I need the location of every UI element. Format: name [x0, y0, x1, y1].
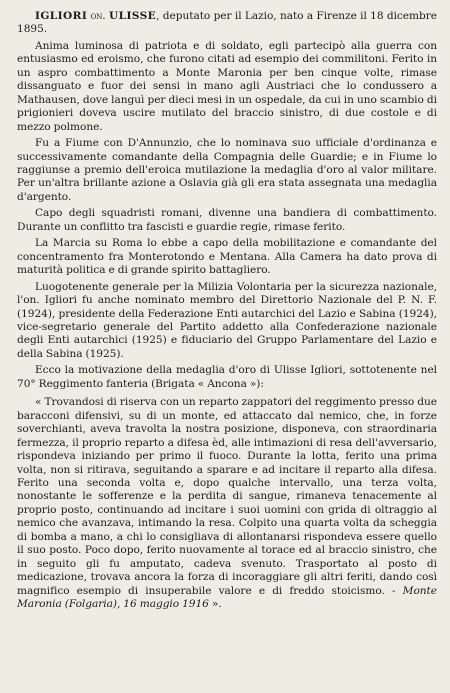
paragraph-march-on-rome: La Marcia su Roma lo ebbe a capo della mobilitazione e comandante del concentramento fra Monterotondo e Mentana. Alla Camera ha dato prova di maturità politica e di grande spirito battagliero. [17, 237, 437, 277]
citation-text: « Trovandosi di riserva con un reparto zappatori del reggimento presso due baracconi difensivi, su di un monte, ed attaccato dal nemico, che, in forze soverchianti, aveva travolta la nostra posizione, disponeva, con straordinaria fermezza, il proprio reparto a difesa èd, alle intimazioni di resa dell'avversario, rispondeva iniziando per primo il fuoco. Durante la lotta, ferito una prima volta, non si ritirava, seguitando a sparare e ad incitare il reparto alla difesa. Ferito una seconda volta e, dopo qualche intervallo, una terza volta, nonostante le sofferenze e la perdita di sangue, rimaneva tenacemente al proprio posto, continuando ad incitare i suoi uomini con grida di oltraggio al nemico che avanzava, intimando la resa. Colpito una quarta volta da scheggia di bomba a mano, a chi lo consigliava di allontanarsi rispondeva essere quello il suo posto. Poco dopo, ferito nuovamente al torace ed al braccio sinistro, che in seguito gli fu amputato, cadeva svenuto. Trasportato al posto di medicazione, trovava ancora la forza di incoraggiare gli altri feriti, dando così magnifico esempio di insuperabile valore e di freddo stoicismo. [17, 396, 437, 597]
given-name: ULISSE [108, 10, 157, 22]
medal-citation [17, 396, 437, 611]
citation-place-date: Monte Maronia (Folgaria), 16 maggio 1916 [17, 584, 437, 611]
paragraph-offices: Luogotenente generale per la Milizia Volontaria per la sicurezza nazionale, l'on. Igliori fu anche nominato membro del Direttorio Nazionale del P. N. F. (1924), presidente della Federazione Enti autarchici del Lazio e Sabina (1924), vice-segretario generale del Partito addetto alla Confederazione nazionale degli Enti autarchici (1925) e fiduciario del Gruppo Parlamentare del Lazio e della Sabina (1925). [17, 280, 437, 360]
paragraph-fiume: Fu a Fiume con D'Annunzio, che lo nominava suo ufficiale d'ordinanza e successivamente comandante della Compagnia delle Guardie; e in Fiume lo raggiunse a premio dell'eroica mutilazione la medaglia d'oro al valor militare. Per un'altra brillante azione a Oslavia già gli era stata assegnata una medaglia d'argento. [17, 137, 437, 203]
paragraph-motivation-intro: Ecco la motivazione della medaglia d'oro di Ulisse Igliori, sottotenente nel 70° Reggimento fanteria (Brigata « Ancona »): [17, 364, 437, 390]
surname: IGLIORI [35, 10, 88, 22]
paragraph-war-service: Anima luminosa di patriota e di soldato, egli partecipò alla guerra con entusiasmo ed eroismo, che furono citati ad esempio dei commilitoni. Ferito in un aspro combattimento a Monte Maronia per ben cinque volte, rimase dissanguato e fuor dei sensi in mano agli Austriaci che lo condussero a Mathausen, dove languì per dieci mesi in un ospedale, da cui in uno scambio di prigionieri doveva uscire mutilato del braccio sinistro, di due costole e di mezzo polmone. [17, 39, 437, 133]
honorific: on. [90, 10, 106, 22]
paragraph-squadristi: Capo degli squadristi romani, divenne una bandiera di combattimento. Durante un conflitto tra fascisti e guardie regie, rimase ferito. [17, 207, 437, 233]
citation-dash: - [391, 584, 403, 597]
citation-close: ». [208, 598, 222, 611]
heading-rest: , deputato per il Lazio, nato a Firenze il 18 dicembre 1895. [17, 10, 437, 36]
heading-paragraph [17, 10, 437, 37]
